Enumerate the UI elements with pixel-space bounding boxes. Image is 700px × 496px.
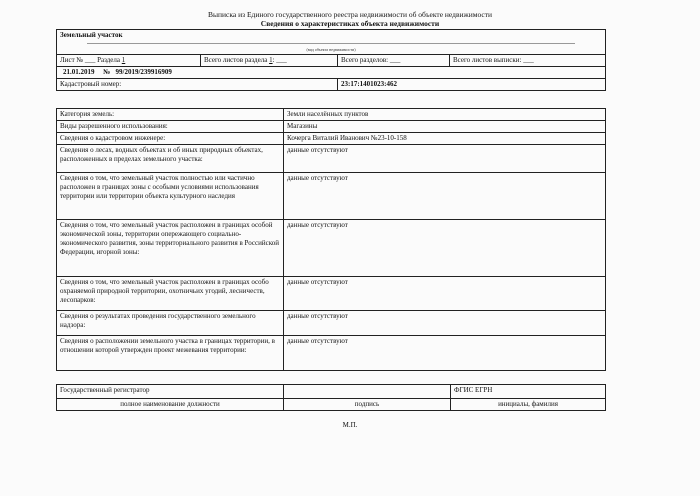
table-row xyxy=(57,311,606,336)
table-row xyxy=(57,121,606,133)
sheet-cell xyxy=(57,55,201,67)
total-sheets-section-value: 1 xyxy=(269,56,273,64)
row-label: Сведения о лесах, водных объектах и об иных природных объектах, расположенных в пределах земельного участка: xyxy=(57,145,284,173)
table-row xyxy=(57,220,606,277)
registrar-initials: ФГИС ЕГРН xyxy=(451,385,606,399)
row-label: Сведения о том, что земельный участок расположен в границах особо охраняемой природной территории, охотничьих угодий, лесничеств, лесопарков: xyxy=(57,277,284,311)
characteristics-table xyxy=(56,108,606,371)
sheet-label: Лист № xyxy=(60,56,84,64)
initials-caption: инициалы, фамилия xyxy=(451,399,606,411)
row-value: данные отсутствуют xyxy=(284,336,606,371)
total-sheets-section-label: Всего листов раздела xyxy=(204,56,268,64)
cadastral-label: Кадастровый номер: xyxy=(57,79,338,91)
total-sheets-extract-cell: Всего листов выписки: ___ xyxy=(450,55,606,67)
document-subtitle: Сведения о характеристиках объекта недвижимости xyxy=(260,19,440,28)
total-sheets-section-cell xyxy=(201,55,338,67)
object-type-cell xyxy=(57,30,606,55)
table-row xyxy=(57,277,606,311)
row-label: Сведения о том, что земельный участок расположен в границах особой экономической зоны, территории опережающего социально-экономического развития, зоны территориального развития в Российской Федерации, игорной зоны: xyxy=(57,220,284,277)
extract-date: 21.01.2019 xyxy=(63,68,95,76)
number-label: № xyxy=(103,68,111,76)
header-form-table xyxy=(56,29,606,91)
total-sheets-section-suffix: : ___ xyxy=(272,56,287,64)
object-type: Земельный участок xyxy=(60,31,123,39)
total-sections-cell: Всего разделов: ___ xyxy=(338,55,450,67)
extract-number: 99/2019/239916909 xyxy=(115,68,172,76)
signature-caption: подпись xyxy=(284,399,451,411)
table-row xyxy=(57,133,606,145)
table-row xyxy=(57,109,606,121)
row-value: Магазины xyxy=(284,121,606,133)
table-row xyxy=(57,145,606,173)
sheet-value: ___ xyxy=(84,56,96,64)
position-caption: полное наименование должности xyxy=(57,399,284,411)
date-number-cell xyxy=(57,67,606,79)
signature-field xyxy=(284,385,451,399)
row-label: Категория земель: xyxy=(57,109,284,121)
row-label: Сведения о том, что земельный участок полностью или частично расположен в границах зоны с особыми условиями использования территории или территории объекта культурного наследия xyxy=(57,173,284,220)
stamp-place: М.П. xyxy=(342,421,358,429)
row-value: Земли населённых пунктов xyxy=(284,109,606,121)
row-value: данные отсутствуют xyxy=(284,145,606,173)
registrar-position: Государственный регистратор xyxy=(57,385,284,399)
row-value: данные отсутствуют xyxy=(284,220,606,277)
row-label: Сведения о кадастровом инженере: xyxy=(57,133,284,145)
object-type-caption: (вид объекта недвижимости) xyxy=(87,43,575,54)
document-title: Выписка из Единого государственного реестра недвижимости об объекте недвижимости xyxy=(207,10,493,19)
cadastral-number: 23:17:1401023:462 xyxy=(338,79,606,91)
table-row xyxy=(57,173,606,220)
row-label: Сведения о результатах проведения государственного земельного надзора: xyxy=(57,311,284,336)
section-label: Раздела xyxy=(97,56,121,64)
row-value: данные отсутствуют xyxy=(284,277,606,311)
row-value: Кочерга Виталий Иванович №23-10-158 xyxy=(284,133,606,145)
table-row xyxy=(57,336,606,371)
row-label: Сведения о расположении земельного участка в границах территории, в отношении которой утвержден проект межевания территории: xyxy=(57,336,284,371)
signature-table xyxy=(56,384,606,411)
row-label: Виды разрешенного использования: xyxy=(57,121,284,133)
section-value: 1 xyxy=(121,56,126,64)
row-value: данные отсутствуют xyxy=(284,311,606,336)
row-value: данные отсутствуют xyxy=(284,173,606,220)
